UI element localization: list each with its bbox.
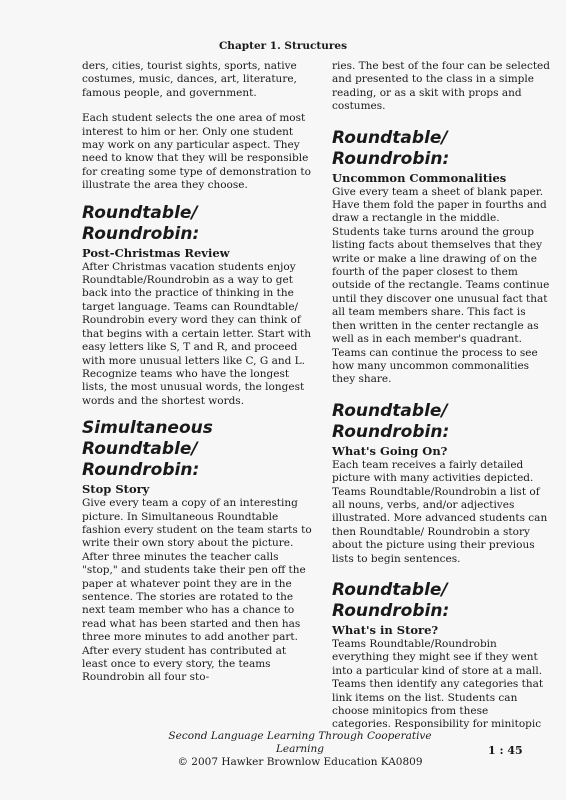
section-title-line: Roundrobin: (82, 460, 200, 481)
page-number: 1 : 45 (488, 744, 523, 757)
page-footer (150, 730, 450, 769)
section-title-line: Roundrobin: (332, 148, 450, 169)
section-title-whats-going-on (332, 401, 550, 443)
section-subtitle-whats-in-store: What's in Store? (332, 622, 439, 637)
left-paragraph-1: ders, cities, tourist sights, sports, native costumes, music, dances, art, literature, famous people, and government. (82, 60, 297, 99)
section-body-stop-story: Give every team a copy of an interesting picture. In Simultaneous Roundtable fashion every student on the team starts to write their own story about the picture. After three minutes the teacher calls "stop," and students take their pen off the paper at whatever point they are in the sentence. The stories are rotated to the next team member who has a chance to read what has been started and then has three more minutes to add another part. After every student has contributed at least once to every story, the teams Roundrobin all four sto- (82, 497, 312, 684)
section-title-line: Roundrobin: (332, 600, 450, 621)
footer-book-title: Second Language Learning Through Cooperative Learning (168, 730, 432, 755)
section-subtitle-uncommon: Uncommon Commonalities (332, 170, 507, 185)
right-paragraph-1: ries. The best of the four can be selected and presented to the class in a simple reading, or as a skit with props and costumes. (332, 60, 550, 113)
section-title-line: Roundtable/ (82, 439, 198, 460)
right-column (332, 60, 550, 732)
section-body-uncommon: Give every team a sheet of blank paper. Have them fold the paper in fourths and draw a rectangle in the middle. Students take turns around the group listing facts about themselves that they write or make a line drawing of on the fourth of the paper closest to them outside of the rectangle. Teams continue until they discover one unusual fact that all team members share. This fact is then written in the center rectangle as well as in each member's quadrant. Teams can continue the process to see how many uncommon commonalities they share. (332, 185, 550, 386)
section-title-line: Roundtable/ (332, 127, 448, 148)
section-body-whats-in-store: Teams Roundtable/Roundrobin everything they might see if they went into a particular kind of store at a mall. Teams then identify any categories that link items on the list. Students can choose minitopics from these categories. Responsibility for minitopic (332, 637, 544, 731)
section-subtitle-post-christmas: Post-Christmas Review (82, 245, 230, 260)
section-title-line: Roundtable/ (332, 400, 448, 421)
footer-copyright: © 2007 Hawker Brownlow Education KA0809 (177, 756, 423, 768)
section-title-line: Roundrobin: (82, 223, 200, 244)
chapter-header: Chapter 1. Structures (218, 40, 348, 52)
section-body-post-christmas: After Christmas vacation students enjoy Roundtable/Roundrobin as a way to get back into the practice of thinking in the target language. Teams can Roundtable/ Roundrobin every word they can think of that begins with a certain letter. Start with easy letters like S, T and R, and proceed with more unusual letters like C, G and L. Recognize teams who have the longest lists, the most unusual words, the longest words and the shortest words. (82, 260, 311, 407)
section-title-uncommon (332, 128, 550, 170)
section-title-line: Roundtable/ (332, 579, 448, 600)
section-title-whats-in-store (332, 580, 550, 622)
section-title-post-christmas (82, 203, 314, 245)
section-subtitle-stop-story: Stop Story (82, 482, 150, 497)
left-paragraph-2: Each student selects the one area of most interest to him or her. Only one student may work on any particular aspect. They need to know that they will be responsible for creating some type of demonstration to illustrate the area they choose. (82, 112, 311, 192)
section-title-line: Roundtable/ (82, 202, 198, 223)
section-subtitle-whats-going-on: What's Going On? (332, 443, 448, 458)
section-title-stop-story (82, 418, 314, 481)
section-title-line: Simultaneous (82, 418, 213, 439)
section-title-line: Roundrobin: (332, 421, 450, 442)
left-column (82, 60, 314, 685)
section-body-whats-going-on: Each team receives a fairly detailed picture with many activities depicted. Teams Roundtable/Roundrobin a list of all nouns, verbs, and/or adjectives illustrated. More advanced students can then Roundtable/ Roundrobin a story about the picture using their previous lists to begin sentences. (332, 458, 548, 565)
